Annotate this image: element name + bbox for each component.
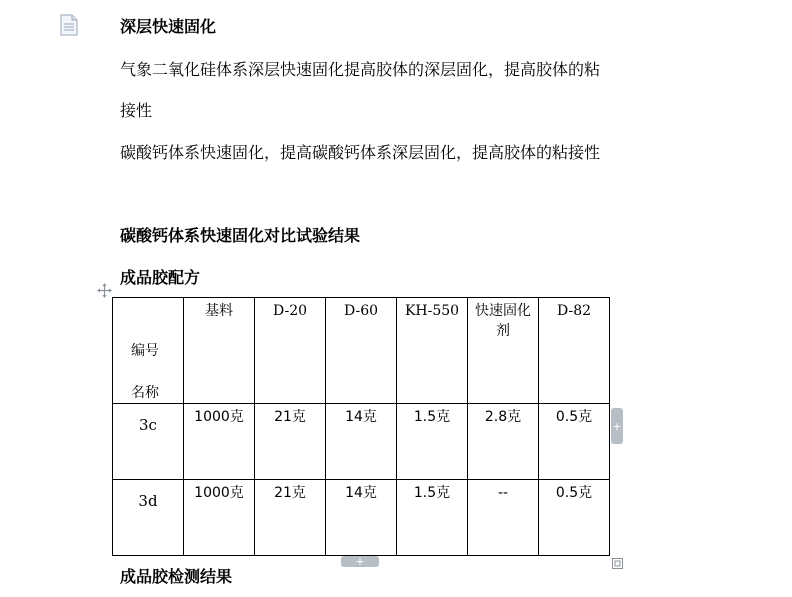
- cell-value: 2.8克: [484, 409, 522, 425]
- table-cell[interactable]: [255, 480, 326, 556]
- row-label-cell[interactable]: [113, 480, 184, 556]
- paragraph-silica-line1: 气象二氧化硅体系深层快速固化提高胶体的深层固化，提高胶体的粘: [120, 60, 601, 79]
- header-d82: D-82: [556, 303, 592, 319]
- corner-label-name: 名称: [131, 385, 159, 401]
- header-cell[interactable]: [184, 298, 255, 404]
- corner-cell[interactable]: [113, 298, 184, 404]
- header-base: 基料: [205, 303, 233, 319]
- header-d20: D-20: [272, 303, 308, 319]
- header-cell[interactable]: [326, 298, 397, 404]
- table-cell[interactable]: [184, 480, 255, 556]
- header-cell[interactable]: [397, 298, 468, 404]
- header-kh550: KH-550: [404, 303, 460, 319]
- heading-formula: 成品胶配方: [120, 268, 201, 287]
- header-cell[interactable]: [255, 298, 326, 404]
- table-cell[interactable]: [184, 404, 255, 480]
- table-cell[interactable]: [397, 404, 468, 480]
- table-row: [113, 480, 610, 556]
- row-label: 3d: [138, 492, 158, 510]
- row-label-cell[interactable]: [113, 404, 184, 480]
- table-cell[interactable]: [468, 480, 539, 556]
- header-d60: D-60: [343, 303, 379, 319]
- cell-value: 1000克: [194, 409, 244, 425]
- cell-value: 14克: [345, 485, 377, 501]
- header-cell[interactable]: [468, 298, 539, 404]
- table-cell[interactable]: [326, 404, 397, 480]
- add-row-button[interactable]: [341, 556, 379, 567]
- table-cell[interactable]: [539, 404, 610, 480]
- header-cell[interactable]: [539, 298, 610, 404]
- table-header-row: [113, 298, 610, 404]
- header-fast-cure: 快速固化剂: [475, 303, 531, 339]
- heading-deep-cure: 深层快速固化: [120, 17, 217, 36]
- cell-value: 21克: [274, 485, 306, 501]
- table-move-icon[interactable]: [97, 283, 112, 298]
- table-cell[interactable]: [468, 404, 539, 480]
- cell-value: 14克: [345, 409, 377, 425]
- paragraph-calcium: 碳酸钙体系快速固化，提高碳酸钙体系深层固化，提高胶体的粘接性: [120, 143, 601, 162]
- table-row: [113, 404, 610, 480]
- add-column-button[interactable]: [611, 408, 623, 444]
- table-cell[interactable]: [255, 404, 326, 480]
- cell-value: 1000克: [194, 485, 244, 501]
- heading-comparison: 碳酸钙体系快速固化对比试验结果: [120, 226, 361, 245]
- cell-value: 1.5克: [413, 409, 451, 425]
- table-cell[interactable]: [326, 480, 397, 556]
- plus-icon: +: [355, 555, 365, 568]
- cell-value: 21克: [274, 409, 306, 425]
- formula-table: [112, 297, 610, 556]
- cell-value: 0.5克: [555, 409, 593, 425]
- row-label: 3c: [139, 416, 157, 434]
- table-cell[interactable]: [539, 480, 610, 556]
- resize-icon[interactable]: [612, 558, 623, 569]
- cell-value: 1.5克: [413, 485, 451, 501]
- paragraph-silica-line2: 接性: [120, 101, 153, 120]
- table-cell[interactable]: [397, 480, 468, 556]
- corner-label-number: 编号: [131, 343, 159, 359]
- cell-value: 0.5克: [555, 485, 593, 501]
- heading-test-results: 成品胶检测结果: [120, 567, 233, 586]
- cell-value: --: [497, 485, 509, 501]
- document-icon: [60, 14, 78, 36]
- plus-icon: +: [612, 419, 622, 433]
